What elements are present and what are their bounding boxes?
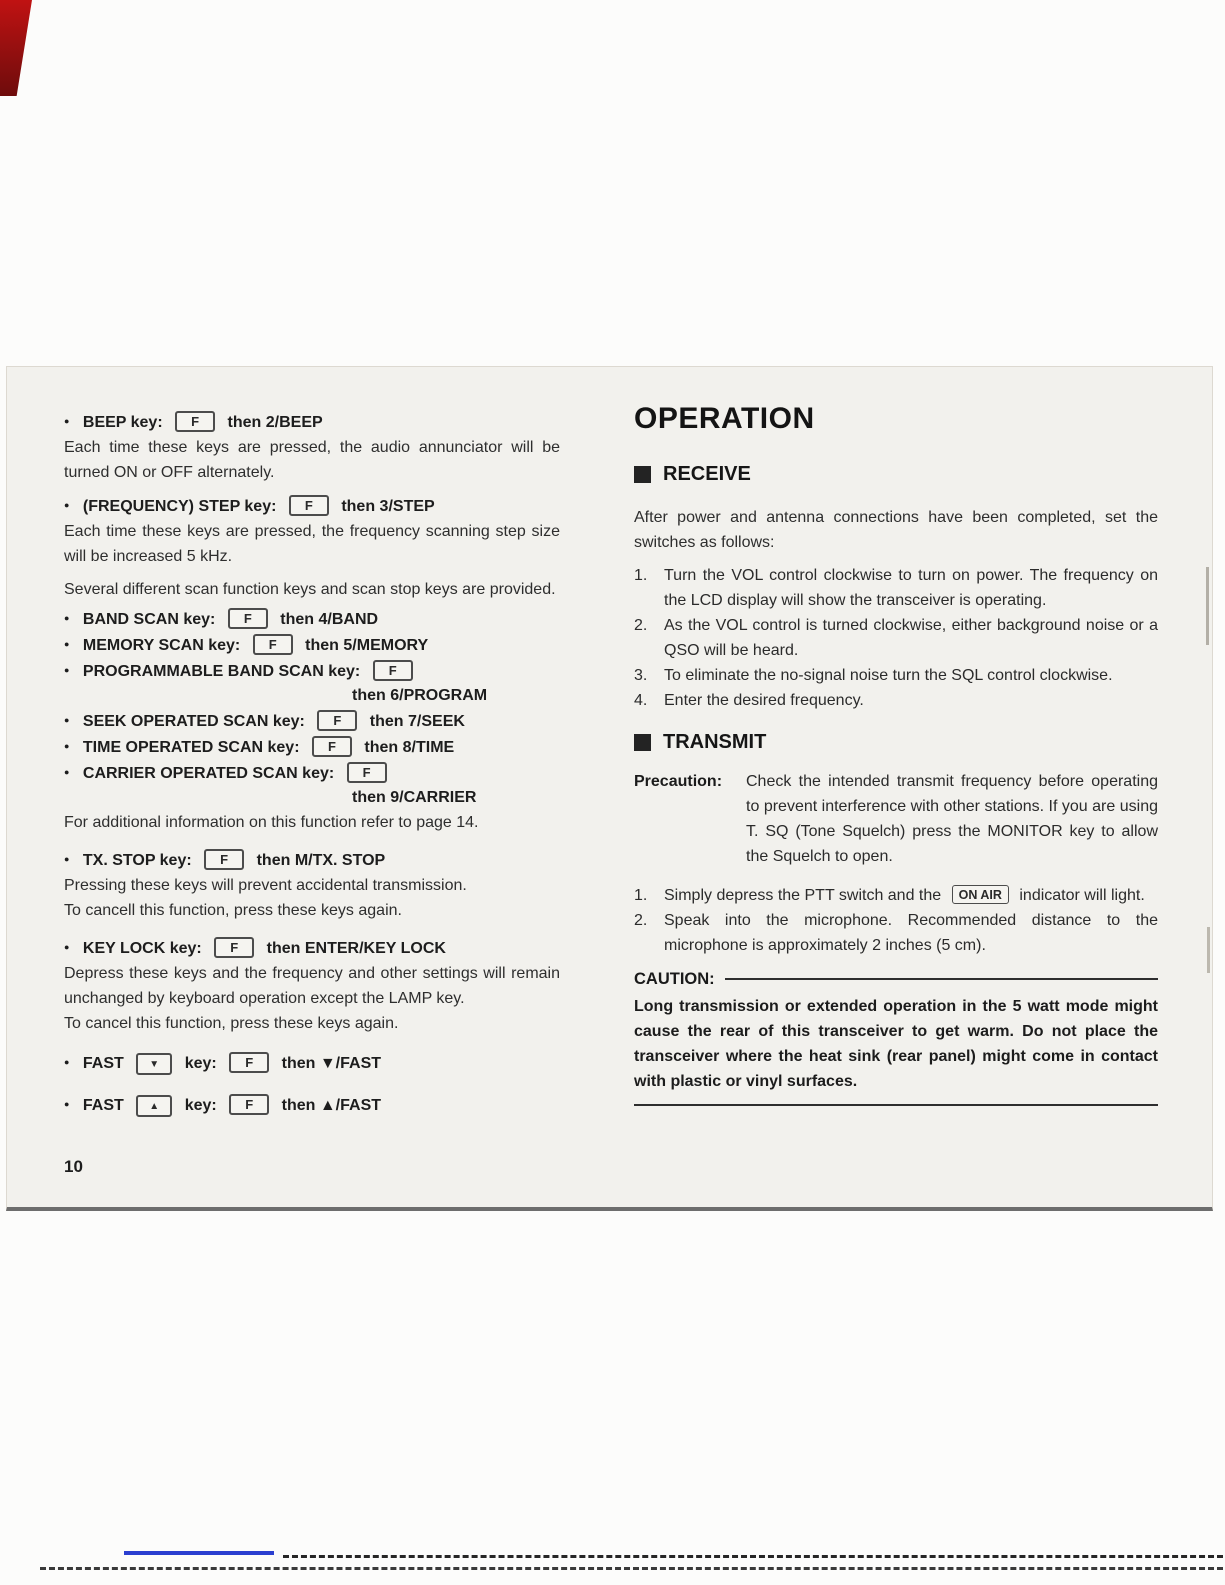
key-lock-section bbox=[64, 935, 560, 1036]
manual-page bbox=[6, 366, 1213, 1211]
beep-key-description: Each time these keys are pressed, the audio annunciator will be turned ON or OFF alternately. bbox=[64, 439, 560, 481]
transmit-step-1-pre: Simply depress the PTT switch and the bbox=[664, 887, 942, 904]
scan-artifact-dashed-line-bottom bbox=[40, 1567, 1223, 1570]
caution-label: CAUTION: bbox=[634, 970, 715, 988]
beep-key-line bbox=[64, 409, 560, 435]
f-key-icon: F bbox=[347, 762, 387, 783]
band-scan-then: then 4/BAND bbox=[280, 611, 379, 628]
receive-steps-list bbox=[634, 563, 1158, 713]
fast-up-key-word: key: bbox=[184, 1097, 217, 1114]
receive-section-heading bbox=[634, 461, 1158, 487]
tx-stop-key-line bbox=[64, 847, 560, 873]
bullet-icon: ● bbox=[64, 942, 70, 952]
tx-stop-description-2: To cancell this function, press these keys again. bbox=[64, 902, 402, 919]
step-key-line bbox=[64, 493, 560, 519]
f-key-icon: F bbox=[175, 411, 215, 432]
step-number: 3. bbox=[634, 667, 648, 684]
precaution-block bbox=[634, 769, 1158, 869]
bullet-icon: ● bbox=[64, 854, 70, 864]
transmit-steps-list bbox=[634, 883, 1158, 958]
f-key-icon: F bbox=[312, 736, 352, 757]
transmit-step-1-post: indicator will light. bbox=[1019, 887, 1145, 904]
step-number: 1. bbox=[634, 567, 648, 584]
bullet-icon: ● bbox=[64, 639, 70, 649]
tx-stop-label: TX. STOP key: bbox=[82, 852, 192, 869]
bullet-icon: ● bbox=[64, 767, 70, 777]
step-text: As the VOL control is turned clockwise, either background noise or a QSO will be heard. bbox=[664, 617, 1158, 659]
time-scan-key-line bbox=[64, 734, 560, 760]
carrier-scan-label: CARRIER OPERATED SCAN key: bbox=[82, 765, 335, 782]
time-scan-then: then 8/TIME bbox=[364, 739, 455, 756]
receive-heading-label: RECEIVE bbox=[663, 463, 751, 485]
transmit-heading-label: TRANSMIT bbox=[663, 731, 767, 753]
f-key-icon: F bbox=[204, 849, 244, 870]
beep-key-then: then 2/BEEP bbox=[227, 414, 323, 431]
bullet-icon: ● bbox=[64, 416, 70, 426]
scan-artifact-edge-mark bbox=[1206, 567, 1209, 645]
receive-step-3 bbox=[634, 663, 1158, 688]
step-key-label: (FREQUENCY) STEP key: bbox=[82, 498, 277, 515]
fast-down-key-line bbox=[64, 1050, 560, 1076]
bullet-icon: ● bbox=[64, 1099, 70, 1109]
right-column bbox=[634, 397, 1158, 1106]
key-lock-key-line bbox=[64, 935, 560, 961]
fast-up-then: then ▲/FAST bbox=[281, 1097, 382, 1114]
caution-bottom-rule bbox=[634, 1104, 1158, 1106]
beep-key-section bbox=[64, 409, 560, 485]
step-key-section bbox=[64, 493, 560, 569]
f-key-icon: F bbox=[229, 1052, 269, 1073]
f-key-icon: F bbox=[373, 660, 413, 681]
bullet-icon: ● bbox=[64, 715, 70, 725]
fast-down-then: then ▼/FAST bbox=[281, 1055, 382, 1072]
fast-up-key-line bbox=[64, 1092, 560, 1118]
bullet-icon: ● bbox=[64, 665, 70, 675]
band-scan-label: BAND SCAN key: bbox=[82, 611, 216, 628]
f-key-icon: F bbox=[289, 495, 329, 516]
bullet-icon: ● bbox=[64, 1057, 70, 1067]
seek-scan-then: then 7/SEEK bbox=[369, 713, 465, 730]
key-lock-label: KEY LOCK key: bbox=[82, 940, 202, 957]
step-text bbox=[664, 883, 1158, 908]
fast-down-key-word: key: bbox=[184, 1055, 217, 1072]
f-key-icon: F bbox=[214, 937, 254, 958]
step-text: Turn the VOL control clockwise to turn on power. The frequency on the LCD display will show the transceiver is operating. bbox=[664, 567, 1158, 609]
scan-intro-paragraph: Several different scan function keys and scan stop keys are provided. bbox=[64, 581, 556, 598]
transmit-step-1 bbox=[634, 883, 1158, 908]
scan-artifact-red-corner-mark bbox=[0, 0, 32, 96]
page-number: 10 bbox=[64, 1157, 83, 1176]
step-number: 1. bbox=[634, 887, 648, 904]
f-key-icon: F bbox=[317, 710, 357, 731]
f-key-icon: F bbox=[253, 634, 293, 655]
precaution-label: Precaution: bbox=[634, 773, 723, 790]
step-text: Enter the desired frequency. bbox=[664, 692, 864, 709]
on-air-indicator-icon: ON AIR bbox=[952, 885, 1009, 904]
square-bullet-icon bbox=[634, 466, 651, 483]
seek-scan-key-line bbox=[64, 708, 560, 734]
fast-up-label: FAST bbox=[82, 1097, 124, 1114]
step-text: To eliminate the no-signal noise turn the SQL control clockwise. bbox=[664, 667, 1113, 684]
program-scan-then: then 6/PROGRAM bbox=[352, 687, 488, 704]
memory-scan-label: MEMORY SCAN key: bbox=[82, 637, 241, 654]
receive-intro-paragraph: After power and antenna connections have been completed, set the switches as follows: bbox=[634, 509, 1158, 551]
step-key-description: Each time these keys are pressed, the frequency scanning step size will be increased 5 kHz. bbox=[64, 523, 560, 565]
transmit-step-2 bbox=[634, 908, 1158, 958]
memory-scan-key-line bbox=[64, 632, 560, 658]
time-scan-label: TIME OPERATED SCAN key: bbox=[82, 739, 300, 756]
step-number: 4. bbox=[634, 692, 648, 709]
band-scan-key-line bbox=[64, 606, 560, 632]
step-number: 2. bbox=[634, 617, 648, 634]
scan-artifact-edge-mark bbox=[1207, 927, 1210, 973]
caution-heading-row bbox=[634, 968, 1158, 990]
receive-step-1 bbox=[634, 563, 1158, 613]
caution-rule-line bbox=[725, 978, 1158, 980]
receive-step-4 bbox=[634, 688, 1158, 713]
square-bullet-icon bbox=[634, 734, 651, 751]
beep-key-label: BEEP key: bbox=[82, 414, 163, 431]
transmit-section-heading bbox=[634, 729, 1158, 755]
receive-step-2 bbox=[634, 613, 1158, 663]
step-key-then: then 3/STEP bbox=[341, 498, 435, 515]
seek-scan-label: SEEK OPERATED SCAN key: bbox=[82, 713, 305, 730]
program-scan-key-line bbox=[64, 658, 560, 684]
key-lock-description: Depress these keys and the frequency and other settings will remain unchanged by keyboard operation except the LAMP key. bbox=[64, 965, 560, 1007]
key-lock-cancel-note: To cancel this function, press these keys again. bbox=[64, 1015, 399, 1032]
scan-note-paragraph: For additional information on this function refer to page 14. bbox=[64, 814, 479, 831]
left-column bbox=[64, 409, 560, 1118]
key-lock-then: then ENTER/KEY LOCK bbox=[266, 940, 446, 957]
carrier-scan-key-line bbox=[64, 760, 560, 786]
scan-artifact-dashed-line-top bbox=[283, 1555, 1223, 1558]
fast-down-label: FAST bbox=[82, 1055, 124, 1072]
f-key-icon: F bbox=[228, 608, 268, 629]
tx-stop-then: then M/TX. STOP bbox=[256, 852, 386, 869]
page-title: OPERATION bbox=[634, 402, 815, 435]
f-key-icon: F bbox=[229, 1094, 269, 1115]
step-text: Speak into the microphone. Recommended distance to the microphone is approximately 2 inches (5 cm). bbox=[664, 912, 1158, 954]
caution-text-paragraph: Long transmission or extended operation in the 5 watt mode might cause the rear of this transceiver to get warm. Do not place the transceiver where the heat sink (rear panel) might come in contact with plastic or vinyl surfaces. bbox=[634, 998, 1158, 1090]
program-scan-label: PROGRAMMABLE BAND SCAN key: bbox=[82, 663, 361, 680]
bullet-icon: ● bbox=[64, 613, 70, 623]
scan-keys-list bbox=[64, 606, 560, 810]
memory-scan-then: then 5/MEMORY bbox=[305, 637, 429, 654]
carrier-scan-then: then 9/CARRIER bbox=[352, 789, 477, 806]
scan-artifact-blue-underline bbox=[124, 1551, 274, 1555]
tx-stop-section bbox=[64, 847, 560, 923]
up-arrow-key-icon: ▲ bbox=[136, 1095, 172, 1117]
down-arrow-key-icon: ▼ bbox=[136, 1053, 172, 1075]
bullet-icon: ● bbox=[64, 500, 70, 510]
bullet-icon: ● bbox=[64, 741, 70, 751]
tx-stop-description-1: Pressing these keys will prevent accidental transmission. bbox=[64, 877, 467, 894]
step-number: 2. bbox=[634, 912, 648, 929]
precaution-text: Check the intended transmit frequency before operating to prevent interference with other stations. If you are using T. SQ (Tone Squelch) press the MONITOR key to allow the Squelch to open. bbox=[746, 773, 1158, 865]
